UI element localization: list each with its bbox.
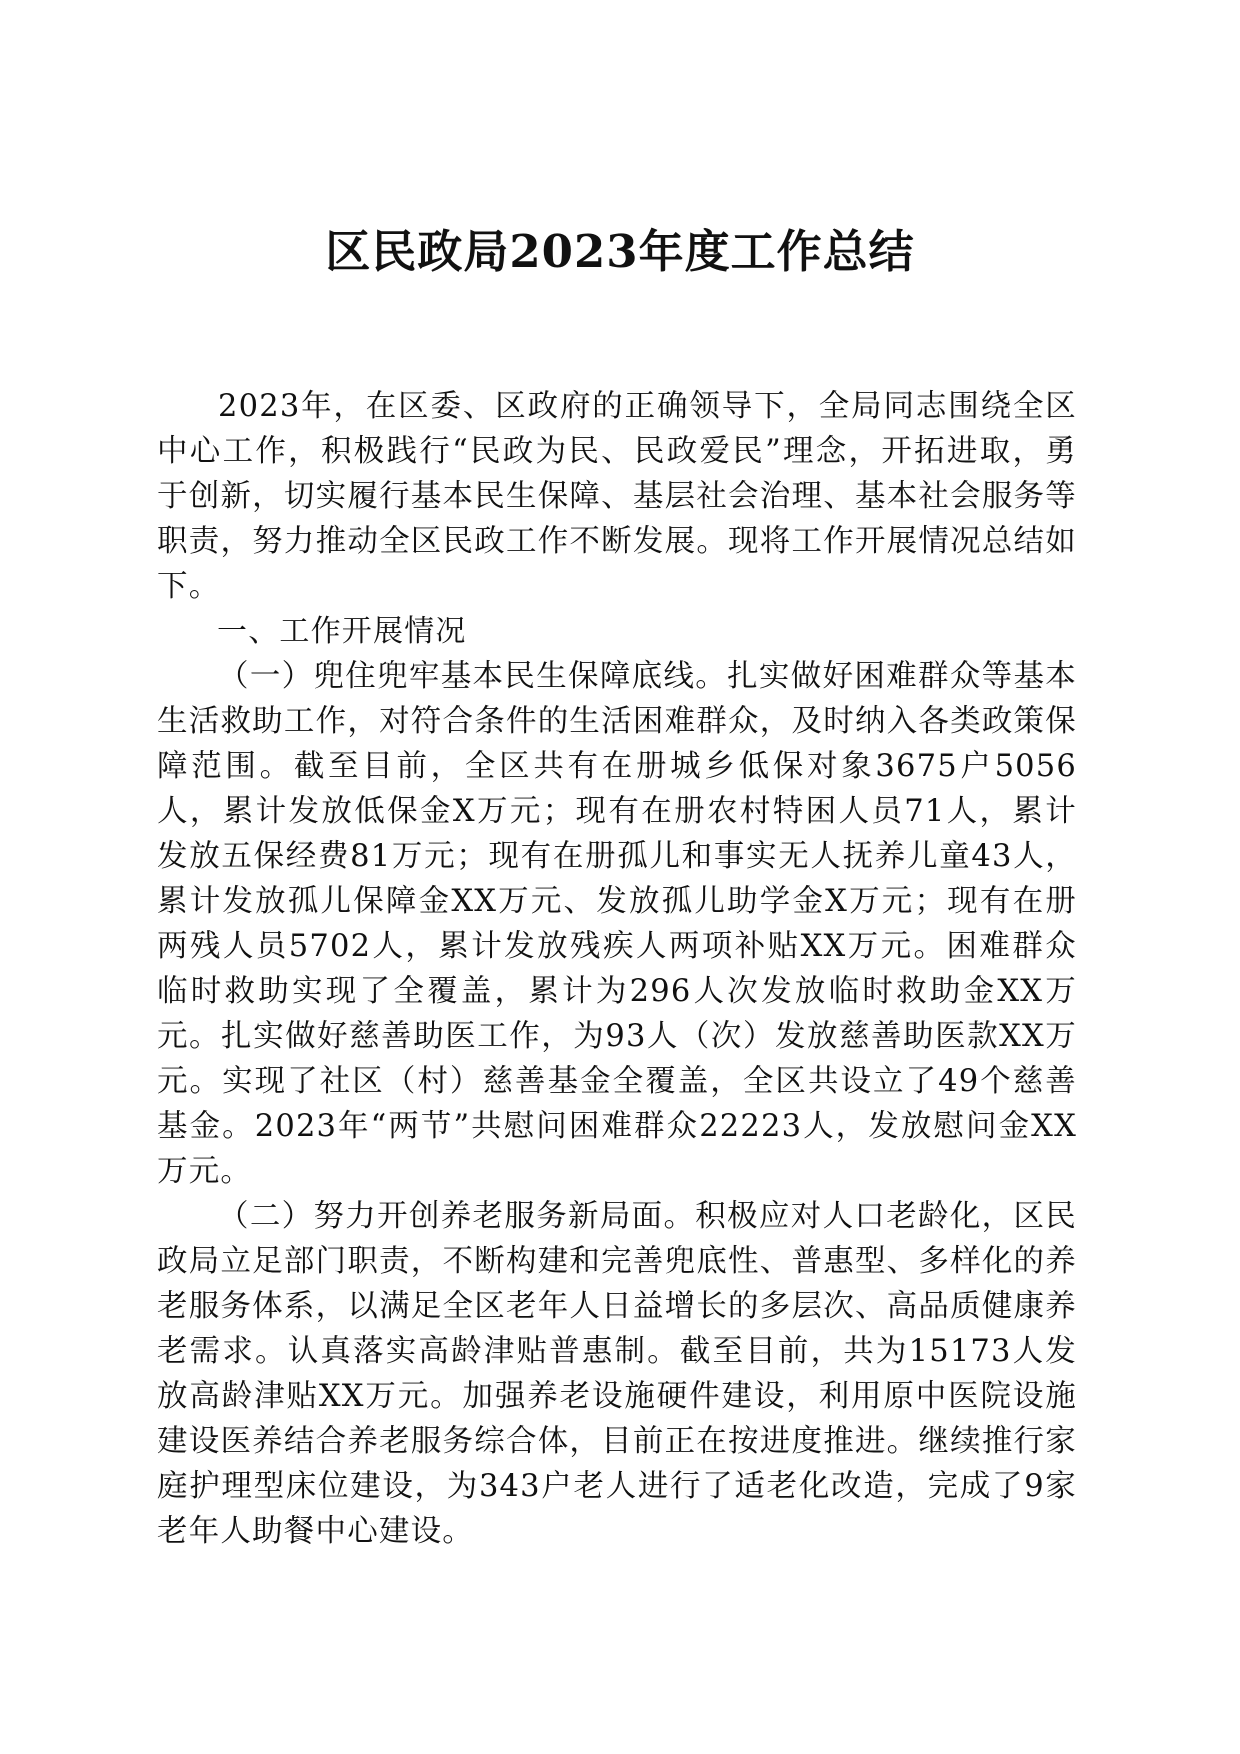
intro-paragraph: 2023年，在区委、区政府的正确领导下，全局同志围绕全区中心工作，积极践行“民政为民、民政爱民”理念，开拓进取，勇于创新，切实履行基本民生保障、基层社会治理、基本社会服务等职责，努力推动全区民政工作不断发展。现将工作开展情况总结如下。 (157, 389, 1077, 604)
subsection-2-paragraph (157, 1194, 1077, 1554)
document-body (157, 384, 1077, 1554)
subsection-2-title: （二）努力开创养老服务新局面。 (218, 1199, 696, 1234)
subsection-1-text: 扎实做好困难群众等基本生活救助工作，对符合条件的生活困难群众，及时纳入各类政策保障范围。截至目前，全区共有在册城乡低保对象3675户5056人，累计发放低保金X万元；现有在册农村特困人员71人，累计发放五保经费81万元；现有在册孤儿和事实无人抚养儿童43人，累计发放孤儿保障金XX万元、发放孤儿助学金X万元；现有在册两残人员5702人，累计发放残疾人两项补贴XX万元。困难群众临时救助实现了全覆盖，累计为296人次发放临时救助金XX万元。扎实做好慈善助医工作，为93人（次）发放慈善助医款XX万元。实现了社区（村）慈善基金全覆盖，全区共设立了49个慈善基金。2023年“两节”共慰问困难群众22223人，发放慰问金XX万元。 (157, 659, 1077, 1189)
document-title: 区民政局2023年度工作总结 (325, 225, 915, 278)
subsection-1-paragraph (157, 654, 1077, 1194)
subsection-1-title: （一）兜住兜牢基本民生保障底线。 (218, 659, 728, 694)
section-heading: 一、工作开展情况 (217, 614, 467, 649)
subsection-2-text: 积极应对人口老龄化，区民政局立足部门职责，不断构建和完善兜底性、普惠型、多样化的养老服务体系，以满足全区老年人日益增长的多层次、高品质健康养老需求。认真落实高龄津贴普惠制。截至目前，共为15173人发放高龄津贴XX万元。加强养老设施硬件建设，利用原中医院设施建设医养结合养老服务综合体，目前正在按进度推进。继续推行家庭护理型床位建设，为343户老人进行了适老化改造，完成了9家老年人助餐中心建设。 (157, 1199, 1078, 1549)
